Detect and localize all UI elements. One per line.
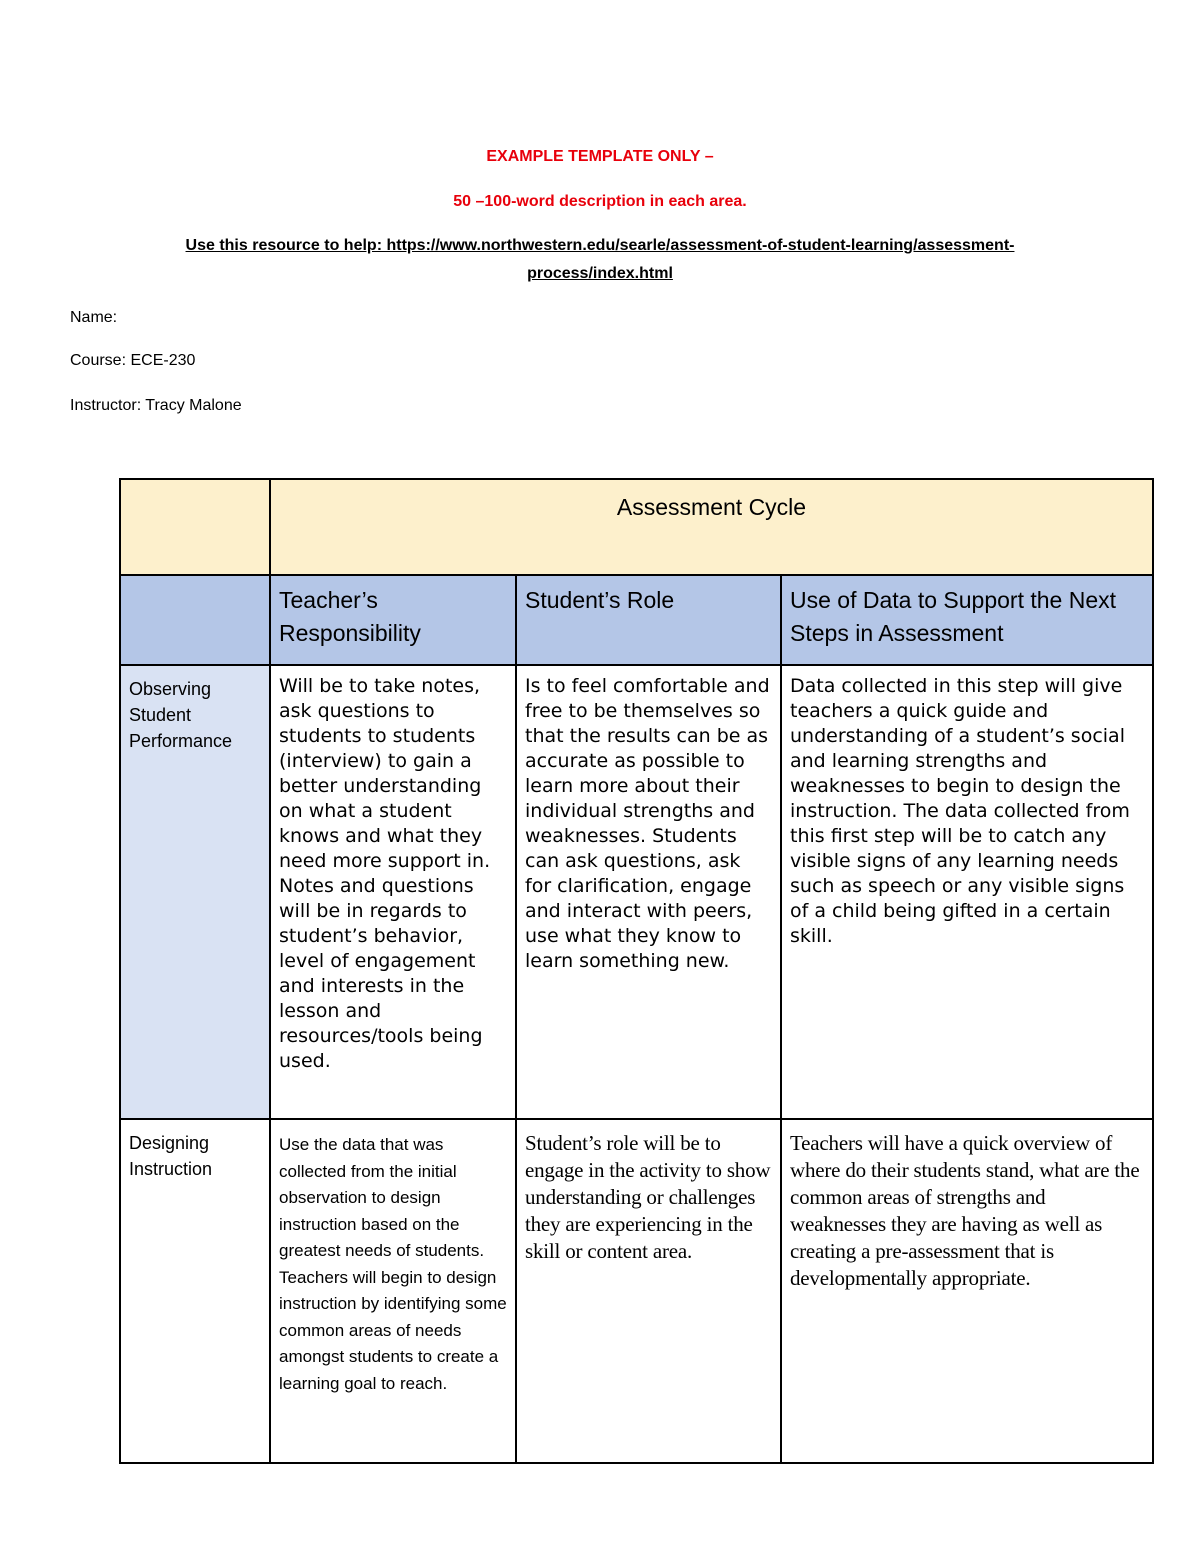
table-header-row xyxy=(120,575,1153,665)
empty-corner-cell xyxy=(120,479,270,575)
course-label: Course: ECE-230 xyxy=(70,352,196,369)
header-use-of-data: Use of Data to Support the Next Steps in Assessment xyxy=(781,575,1153,665)
use-of-data-cell: Data collected in this step will give teachers a quick guide and understanding of a student’s social and learning strengths and weaknesses to begin to design the instruction. The data collected from this first step will be to catch any visible signs of any learning needs such as speech or any visible signs of a child being gifted in a certain skill. xyxy=(781,665,1153,1119)
table-title-row xyxy=(120,479,1153,575)
resource-link-line-1[interactable]: Use this resource to help: https://www.northwestern.edu/searle/assessment-of-student-learning/assessment- xyxy=(185,237,1015,254)
use-of-data-cell: Teachers will have a quick overview of where do their students stand, what are the common areas of strengths and weaknesses they are having as well as creating a pre-assessment that is developmentally appropriate. xyxy=(781,1119,1153,1463)
table-row xyxy=(120,1119,1153,1463)
resource-link-line-2[interactable]: process/index.html xyxy=(527,265,673,282)
instructor-label: Instructor: Tracy Malone xyxy=(70,397,242,414)
name-label: Name: xyxy=(70,309,118,326)
empty-header-cell xyxy=(120,575,270,665)
teacher-responsibility-cell: Use the data that was collected from the initial observation to design instruction based on the greatest needs of students. Teachers will begin to design instruction by identifying some common areas of needs amongst students to create a learning goal to reach. xyxy=(270,1119,516,1463)
stage-label: Observing Student Performance xyxy=(120,665,270,1119)
header-teacher-responsibility: Teacher’s Responsibility xyxy=(270,575,516,665)
word-count-instruction: 50 –100-word description in each area. xyxy=(453,193,747,210)
header-student-role: Student’s Role xyxy=(516,575,781,665)
stage-label: Designing Instruction xyxy=(120,1119,270,1463)
teacher-responsibility-cell: Will be to take notes, ask questions to students to students (interview) to gain a better understanding on what a student knows and what they need more support in. Notes and questions will be in regards to student’s behavior, level of engagement and interests in the lesson and resources/tools being used. xyxy=(270,665,516,1119)
table-title: Assessment Cycle xyxy=(270,479,1153,575)
assessment-cycle-table xyxy=(119,478,1154,1464)
template-notice: EXAMPLE TEMPLATE ONLY – xyxy=(486,148,714,165)
student-role-cell: Is to feel comfortable and free to be themselves so that the results can be as accurate as possible to learn more about their individual strengths and weaknesses. Students can ask questions, ask for clarification, engage and interact with peers, use what they know to learn something new. xyxy=(516,665,781,1119)
student-role-cell: Student’s role will be to engage in the activity to show understanding or challenges they are experiencing in the skill or content area. xyxy=(516,1119,781,1463)
table-row xyxy=(120,665,1153,1119)
